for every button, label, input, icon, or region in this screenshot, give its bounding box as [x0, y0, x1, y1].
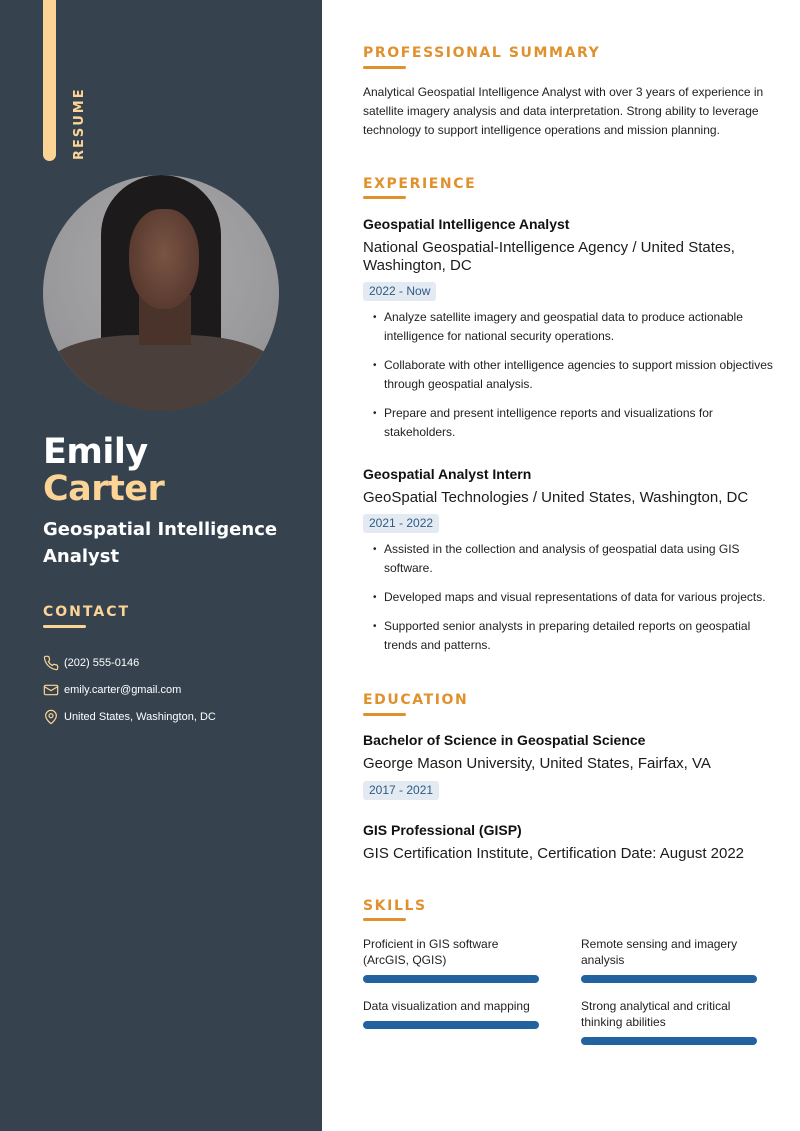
contact-email: [43, 681, 181, 699]
skill-bar: [581, 975, 757, 983]
skill-item: [363, 936, 539, 968]
job-bullet: • Supported senior analysts in preparing detailed reports on geospatial trends and patterns.: [373, 617, 773, 655]
school-name: GIS Certification Institute, Certification Date: August 2022: [363, 845, 745, 862]
skill-item: [581, 998, 757, 1030]
contact-underline: [43, 625, 86, 628]
summary-heading: PROFESSIONAL SUMMARY: [363, 45, 601, 61]
education-heading: EDUCATION: [363, 692, 469, 708]
contact-email-text[interactable]: emily.carter@gmail.com: [64, 684, 182, 696]
school-name: George Mason University, United States, Fairfax, VA: [363, 755, 711, 772]
job-bullet: • Prepare and present intelligence reports and visualizations for stakeholders.: [373, 404, 773, 442]
skill-item: [363, 998, 539, 1014]
skill-bar: [363, 975, 539, 983]
job-bullet: • Analyze satellite imagery and geospatial data to produce actionable intelligence for national security operations.: [373, 308, 773, 346]
name-first: Emily: [43, 432, 148, 472]
job-bullet: • Assisted in the collection and analysis of geospatial data using GIS software.: [373, 540, 773, 578]
degree-title: GIS Professional (GISP): [363, 822, 522, 838]
skill-item: [581, 936, 757, 968]
degree-title: Bachelor of Science in Geospatial Science: [363, 732, 646, 748]
job-role: Geospatial Analyst Intern: [363, 466, 532, 482]
location-pin-icon: [43, 709, 59, 725]
experience-heading: EXPERIENCE: [363, 176, 477, 192]
phone-icon: [43, 655, 59, 671]
job-company: National Geospatial-Intelligence Agency / United States, Washington, DC: [363, 239, 735, 274]
skill-label: Strong analytical and critical thinking abilities: [581, 999, 731, 1029]
job-bullets: [373, 308, 773, 452]
contact-phone: [43, 654, 139, 672]
job-bullets: [373, 540, 773, 665]
photo-shirt: [43, 335, 279, 411]
contact-location: [43, 708, 216, 726]
resume-label: RESUME: [72, 87, 87, 160]
skills-heading: SKILLS: [363, 898, 427, 914]
job-bullet: • Developed maps and visual representations of data for various projects.: [373, 588, 773, 607]
date-badge: 2021 - 2022: [363, 514, 439, 533]
contact-heading: CONTACT: [43, 604, 131, 620]
skill-bar: [581, 1037, 757, 1045]
contact-location-text: United States, Washington, DC: [64, 711, 216, 723]
sidebar: [0, 0, 322, 1131]
email-icon: [43, 682, 59, 698]
job-bullet: • Collaborate with other intelligence agencies to support mission objectives through geospatial analysis.: [373, 356, 773, 394]
education-underline: [363, 713, 406, 716]
accent-bar: [43, 0, 56, 161]
date-badge: 2017 - 2021: [363, 781, 439, 800]
skill-label: Remote sensing and imagery analysis: [581, 937, 738, 967]
name-last: Carter: [43, 469, 165, 509]
skills-underline: [363, 918, 406, 921]
skill-bar: [363, 1021, 539, 1029]
date-badge: 2022 - Now: [363, 282, 436, 301]
summary-underline: [363, 66, 406, 69]
photo-face: [129, 209, 199, 309]
experience-underline: [363, 196, 406, 199]
skill-label: Data visualization and mapping: [363, 999, 530, 1013]
profile-photo: [43, 175, 279, 411]
job-role: Geospatial Intelligence Analyst: [363, 216, 570, 232]
summary-text: Analytical Geospatial Intelligence Analyst with over 3 years of experience in satellite imagery analysis and data interpretation. Strong ability to leverage technology to support intelligence operations and mission planning.: [363, 85, 764, 137]
job-company: GeoSpatial Technologies / United States, Washington, DC: [363, 489, 749, 506]
skill-label: Proficient in GIS software (ArcGIS, QGIS): [363, 937, 499, 967]
job-title: Geospatial Intelligence Analyst: [43, 519, 278, 567]
contact-phone-text: (202) 555-0146: [64, 657, 140, 669]
